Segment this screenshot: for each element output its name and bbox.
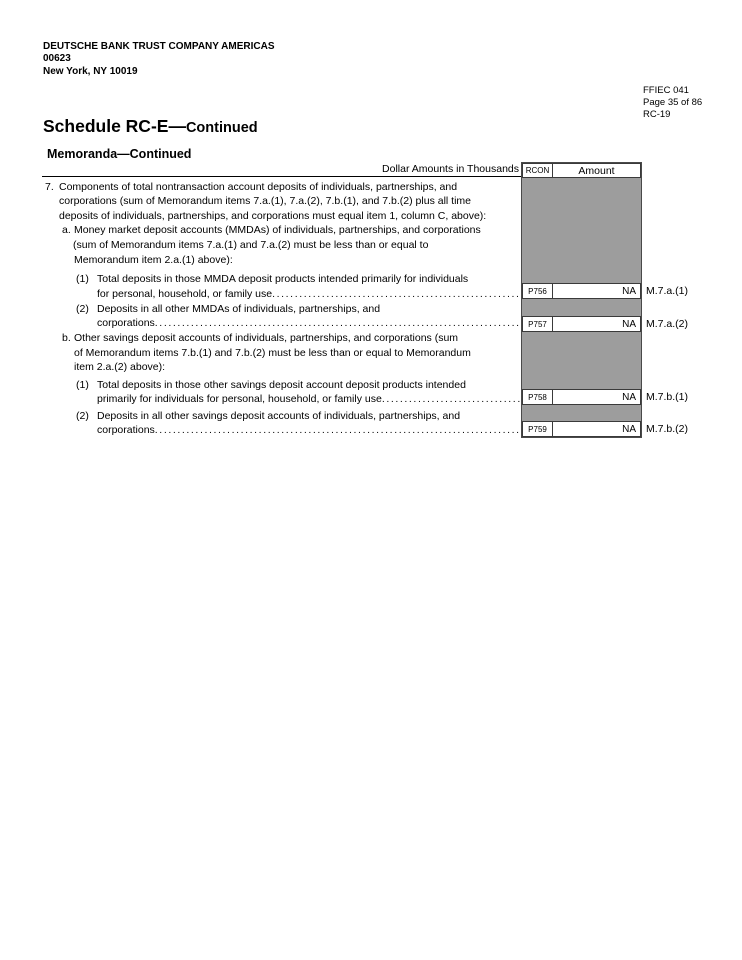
memo-line [97, 392, 521, 406]
memo-line [73, 238, 428, 252]
page-number: Page 35 of 86 [643, 97, 703, 109]
memo-line [97, 423, 521, 437]
item-text: Deposits in all other MMDAs of individuals, partnerships, and [97, 303, 381, 315]
item-text: Total deposits in those other savings deposit account deposit products intended [97, 379, 466, 391]
dotted-leader [382, 392, 521, 406]
letterhead [43, 41, 275, 78]
memoranda-heading: Memoranda—Continued [47, 147, 192, 161]
rcon-column-header: RCON [522, 163, 553, 178]
amount-column-header: Amount [552, 163, 641, 178]
schedule-title-continued: Continued [185, 120, 258, 136]
rcon-code: P758 [522, 389, 553, 405]
item-prefix: (1) [76, 273, 89, 285]
item-text: (sum of Memorandum items 7.a.(1) and 7.a.(2) must be less than or equal to [73, 239, 429, 251]
row-label: M.7.a.(1) [646, 285, 689, 297]
memo-line [59, 194, 471, 208]
item-prefix: (1) [76, 379, 89, 391]
dotted-leader [155, 316, 521, 330]
schedule-title-main: Schedule RC-E— [43, 116, 186, 136]
memo-line [76, 378, 466, 392]
memo-line [76, 302, 380, 316]
item-prefix: b. [62, 332, 71, 344]
header-rule [42, 176, 521, 177]
item-text: corporations [97, 424, 155, 436]
amount-value: NA [552, 316, 641, 332]
bank-name: DEUTSCHE BANK TRUST COMPANY AMERICAS [43, 41, 275, 52]
item-text: primarily for individuals for personal, household, or family use [97, 393, 382, 405]
page-reference: RC-19 [643, 109, 671, 121]
item-prefix: a. [62, 224, 71, 236]
row-label: M.7.b.(2) [646, 423, 689, 435]
rcon-code: P756 [522, 283, 553, 299]
memo-line [76, 409, 460, 423]
item-text: Deposits in all other savings deposit accounts of individuals, partnerships, and [97, 410, 461, 422]
item-prefix: (2) [76, 410, 89, 422]
memo-line [62, 223, 481, 237]
memo-line [97, 316, 521, 330]
item-prefix: (2) [76, 303, 89, 315]
dollar-amounts-note: Dollar Amounts in Thousands [382, 163, 519, 175]
item-text: deposits of individuals, partnerships, and corporations must equal item 1, column C, above): [59, 210, 487, 222]
item-text: Components of total nontransaction account deposits of individuals, partnerships, and [59, 181, 458, 193]
item-text: corporations [97, 317, 155, 329]
amount-value: NA [552, 283, 641, 299]
deposit-table [521, 162, 642, 438]
row-label: M.7.a.(2) [646, 318, 689, 330]
rcon-code: P757 [522, 316, 553, 332]
bank-cert-number: 00623 [43, 53, 71, 65]
bank-address: New York, NY 10019 [43, 65, 138, 77]
memo-line [76, 272, 468, 286]
rcon-code: P759 [522, 421, 553, 437]
memo-line [74, 360, 165, 374]
memo-line [45, 180, 457, 194]
item-text: corporations (sum of Memorandum items 7.a.(1), 7.a.(2), 7.b.(1), and 7.b.(2) plus all time [59, 195, 471, 207]
item-text: Other savings deposit accounts of individuals, partnerships, and corporations (sum [74, 332, 459, 344]
item-text: for personal, household, or family use [97, 288, 273, 300]
schedule-title [43, 116, 258, 137]
amount-value: NA [552, 389, 641, 405]
item-text: item 2.a.(2) above): [74, 361, 166, 373]
memo-line [74, 253, 233, 267]
item-text: Total deposits in those MMDA deposit products intended primarily for individuals [97, 273, 469, 285]
item-text: Money market deposit accounts (MMDAs) of individuals, partnerships, and corporations [74, 224, 481, 236]
memo-line [74, 346, 471, 360]
memo-line [62, 331, 458, 345]
item-text: of Memorandum items 7.b.(1) and 7.b.(2) must be less than or equal to Memorandum [74, 347, 471, 359]
item-prefix: 7. [45, 181, 54, 193]
memo-line [97, 287, 521, 301]
form-number: FFIEC 041 [643, 85, 689, 96]
dotted-leader [155, 423, 521, 437]
row-label: M.7.b.(1) [646, 391, 689, 403]
memo-line [59, 209, 486, 223]
item-text: Memorandum item 2.a.(1) above): [74, 254, 233, 266]
form-info [643, 85, 702, 122]
dotted-leader [272, 287, 521, 301]
amount-value: NA [552, 421, 641, 437]
